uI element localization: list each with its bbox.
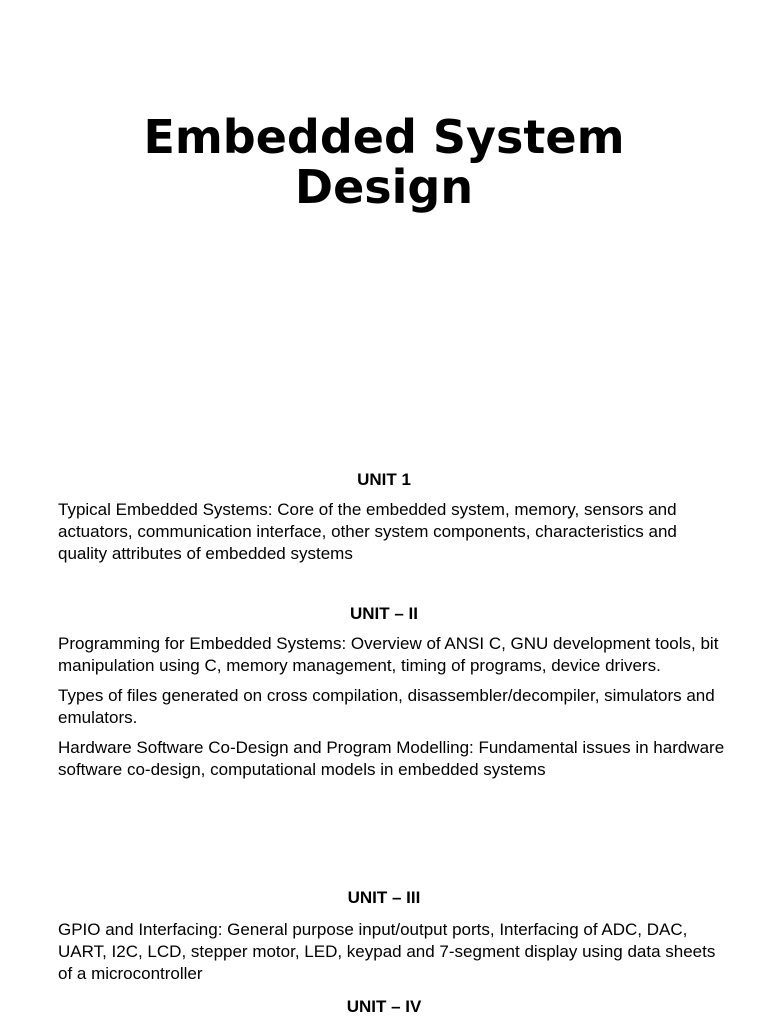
- unit-2-paragraph-1: Programming for Embedded Systems: Overview of ANSI C, GNU development tools, bit manipulation using C, memory management, timing of programs, device drivers.: [58, 634, 719, 675]
- unit-3-heading: UNIT – III: [347, 888, 421, 907]
- unit-3-paragraph-1: GPIO and Interfacing: General purpose input/output ports, Interfacing of ADC, DAC, UART, I2C, LCD, stepper motor, LED, keypad and 7-segment display using data sheets of a microcontroller: [58, 920, 716, 983]
- title-line-2: Design: [294, 160, 474, 214]
- unit-2-body: [58, 633, 726, 781]
- unit-2-heading: UNIT – II: [349, 604, 418, 623]
- unit-3-body: [58, 919, 726, 985]
- title-line-1: Embedded System: [143, 110, 625, 164]
- unit-1-body: [58, 499, 726, 565]
- unit-1-heading: UNIT 1: [357, 470, 411, 489]
- unit-2-paragraph-3: Hardware Software Co-Design and Program Modelling: Fundamental issues in hardware software co-design, computational models in embedded systems: [58, 738, 725, 779]
- unit-4-heading: UNIT – IV: [346, 997, 422, 1016]
- unit-1-paragraph-1: Typical Embedded Systems: Core of the embedded system, memory, sensors and actuators, communication interface, other system components, characteristics and quality attributes of embedded systems: [58, 500, 677, 563]
- document-title: [0, 112, 768, 212]
- unit-2-paragraph-2: Types of files generated on cross compilation, disassembler/decompiler, simulators and emulators.: [58, 686, 715, 727]
